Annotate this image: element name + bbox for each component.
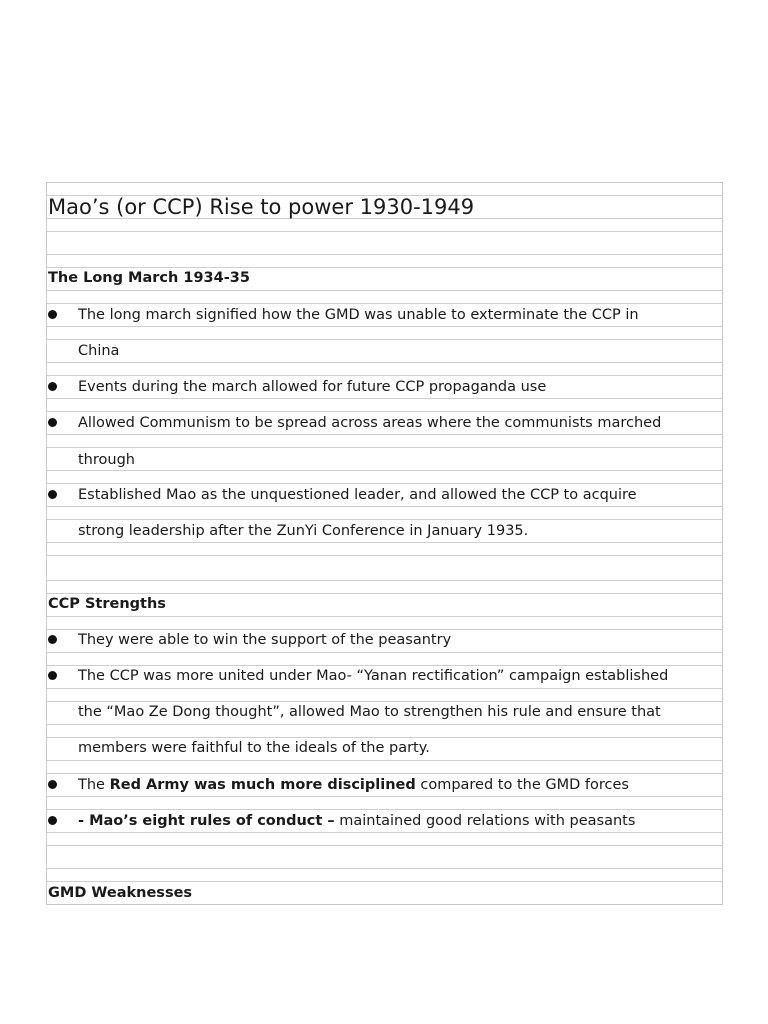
section-heading-ccp-strengths: CCP Strengths [48,596,166,612]
bullet-text-bold: - Mao’s eight rules of conduct – [78,813,335,829]
bullet-text: Events during the march allowed for future CCP propaganda use [78,379,547,395]
cell-rule [47,629,722,630]
bullet-text-bold: Red Army was much more disciplined [109,777,416,793]
cell-rule [47,398,722,399]
cell-rule [47,555,722,556]
bullet-text: They were able to win the support of the peasantry [78,632,452,648]
bullet-icon [48,310,57,319]
cell-rule [47,773,722,774]
cell-rule [47,339,722,340]
cell-rule [47,832,722,833]
cell-rule [47,809,722,810]
cell-rule [47,593,722,594]
cell-rule [47,580,722,581]
bullet-icon [48,816,57,825]
bullet-text-part: The [78,777,110,793]
cell-rule [47,701,722,702]
bullet-icon [48,635,57,644]
cell-rule [47,411,722,412]
section-heading-long-march: The Long March 1934-35 [48,270,250,286]
cell-rule [47,267,722,268]
bullet-text: The long march signified how the GMD was unable to exterminate the CCP in [78,307,639,323]
cell-rule [47,303,722,304]
bullet-text: China [78,343,120,359]
cell-rule [47,616,722,617]
cell-rule [47,688,722,689]
bullet-icon [48,780,57,789]
bullet-text [78,778,629,793]
cell-rule [47,542,722,543]
cell-rule [47,231,722,232]
cell-rule [47,868,722,869]
bullet-text [78,814,635,829]
cell-rule [47,470,722,471]
cell-rule [47,483,722,484]
bullet-icon [48,671,57,680]
bullet-text: strong leadership after the ZunYi Conference in January 1935. [78,523,529,539]
document-title: Mao’s (or CCP) Rise to power 1930-1949 [48,195,475,219]
cell-rule [47,375,722,376]
cell-rule [47,796,722,797]
cell-rule [47,881,722,882]
bullet-icon [48,382,57,391]
cell-rule [47,737,722,738]
bullet-icon [48,490,57,499]
cell-rule [47,506,722,507]
cell-rule [47,724,722,725]
cell-rule [47,519,722,520]
cell-rule [47,760,722,761]
bullet-text: members were faithful to the ideals of the party. [78,740,430,756]
cell-rule [47,362,722,363]
bullet-text: Allowed Communism to be spread across areas where the communists marched [78,415,662,431]
cell-rule [47,434,722,435]
bullet-text: The CCP was more united under Mao- “Yanan rectification” campaign established [78,668,669,684]
cell-rule [47,447,722,448]
section-heading-gmd-weaknesses: GMD Weaknesses [48,885,193,901]
document-page [46,182,723,905]
cell-rule [47,290,722,291]
bullet-text-part: compared to the GMD forces [415,777,629,793]
cell-rule [47,665,722,666]
bullet-text: through [78,452,135,468]
cell-rule [47,254,722,255]
bullet-text: the “Mao Ze Dong thought”, allowed Mao to strengthen his rule and ensure that [78,704,661,720]
bullet-text: Established Mao as the unquestioned leader, and allowed the CCP to acquire [78,487,637,503]
cell-rule [47,652,722,653]
cell-rule [47,845,722,846]
cell-rule [47,326,722,327]
bullet-text-part: maintained good relations with peasants [334,813,636,829]
bullet-icon [48,418,57,427]
